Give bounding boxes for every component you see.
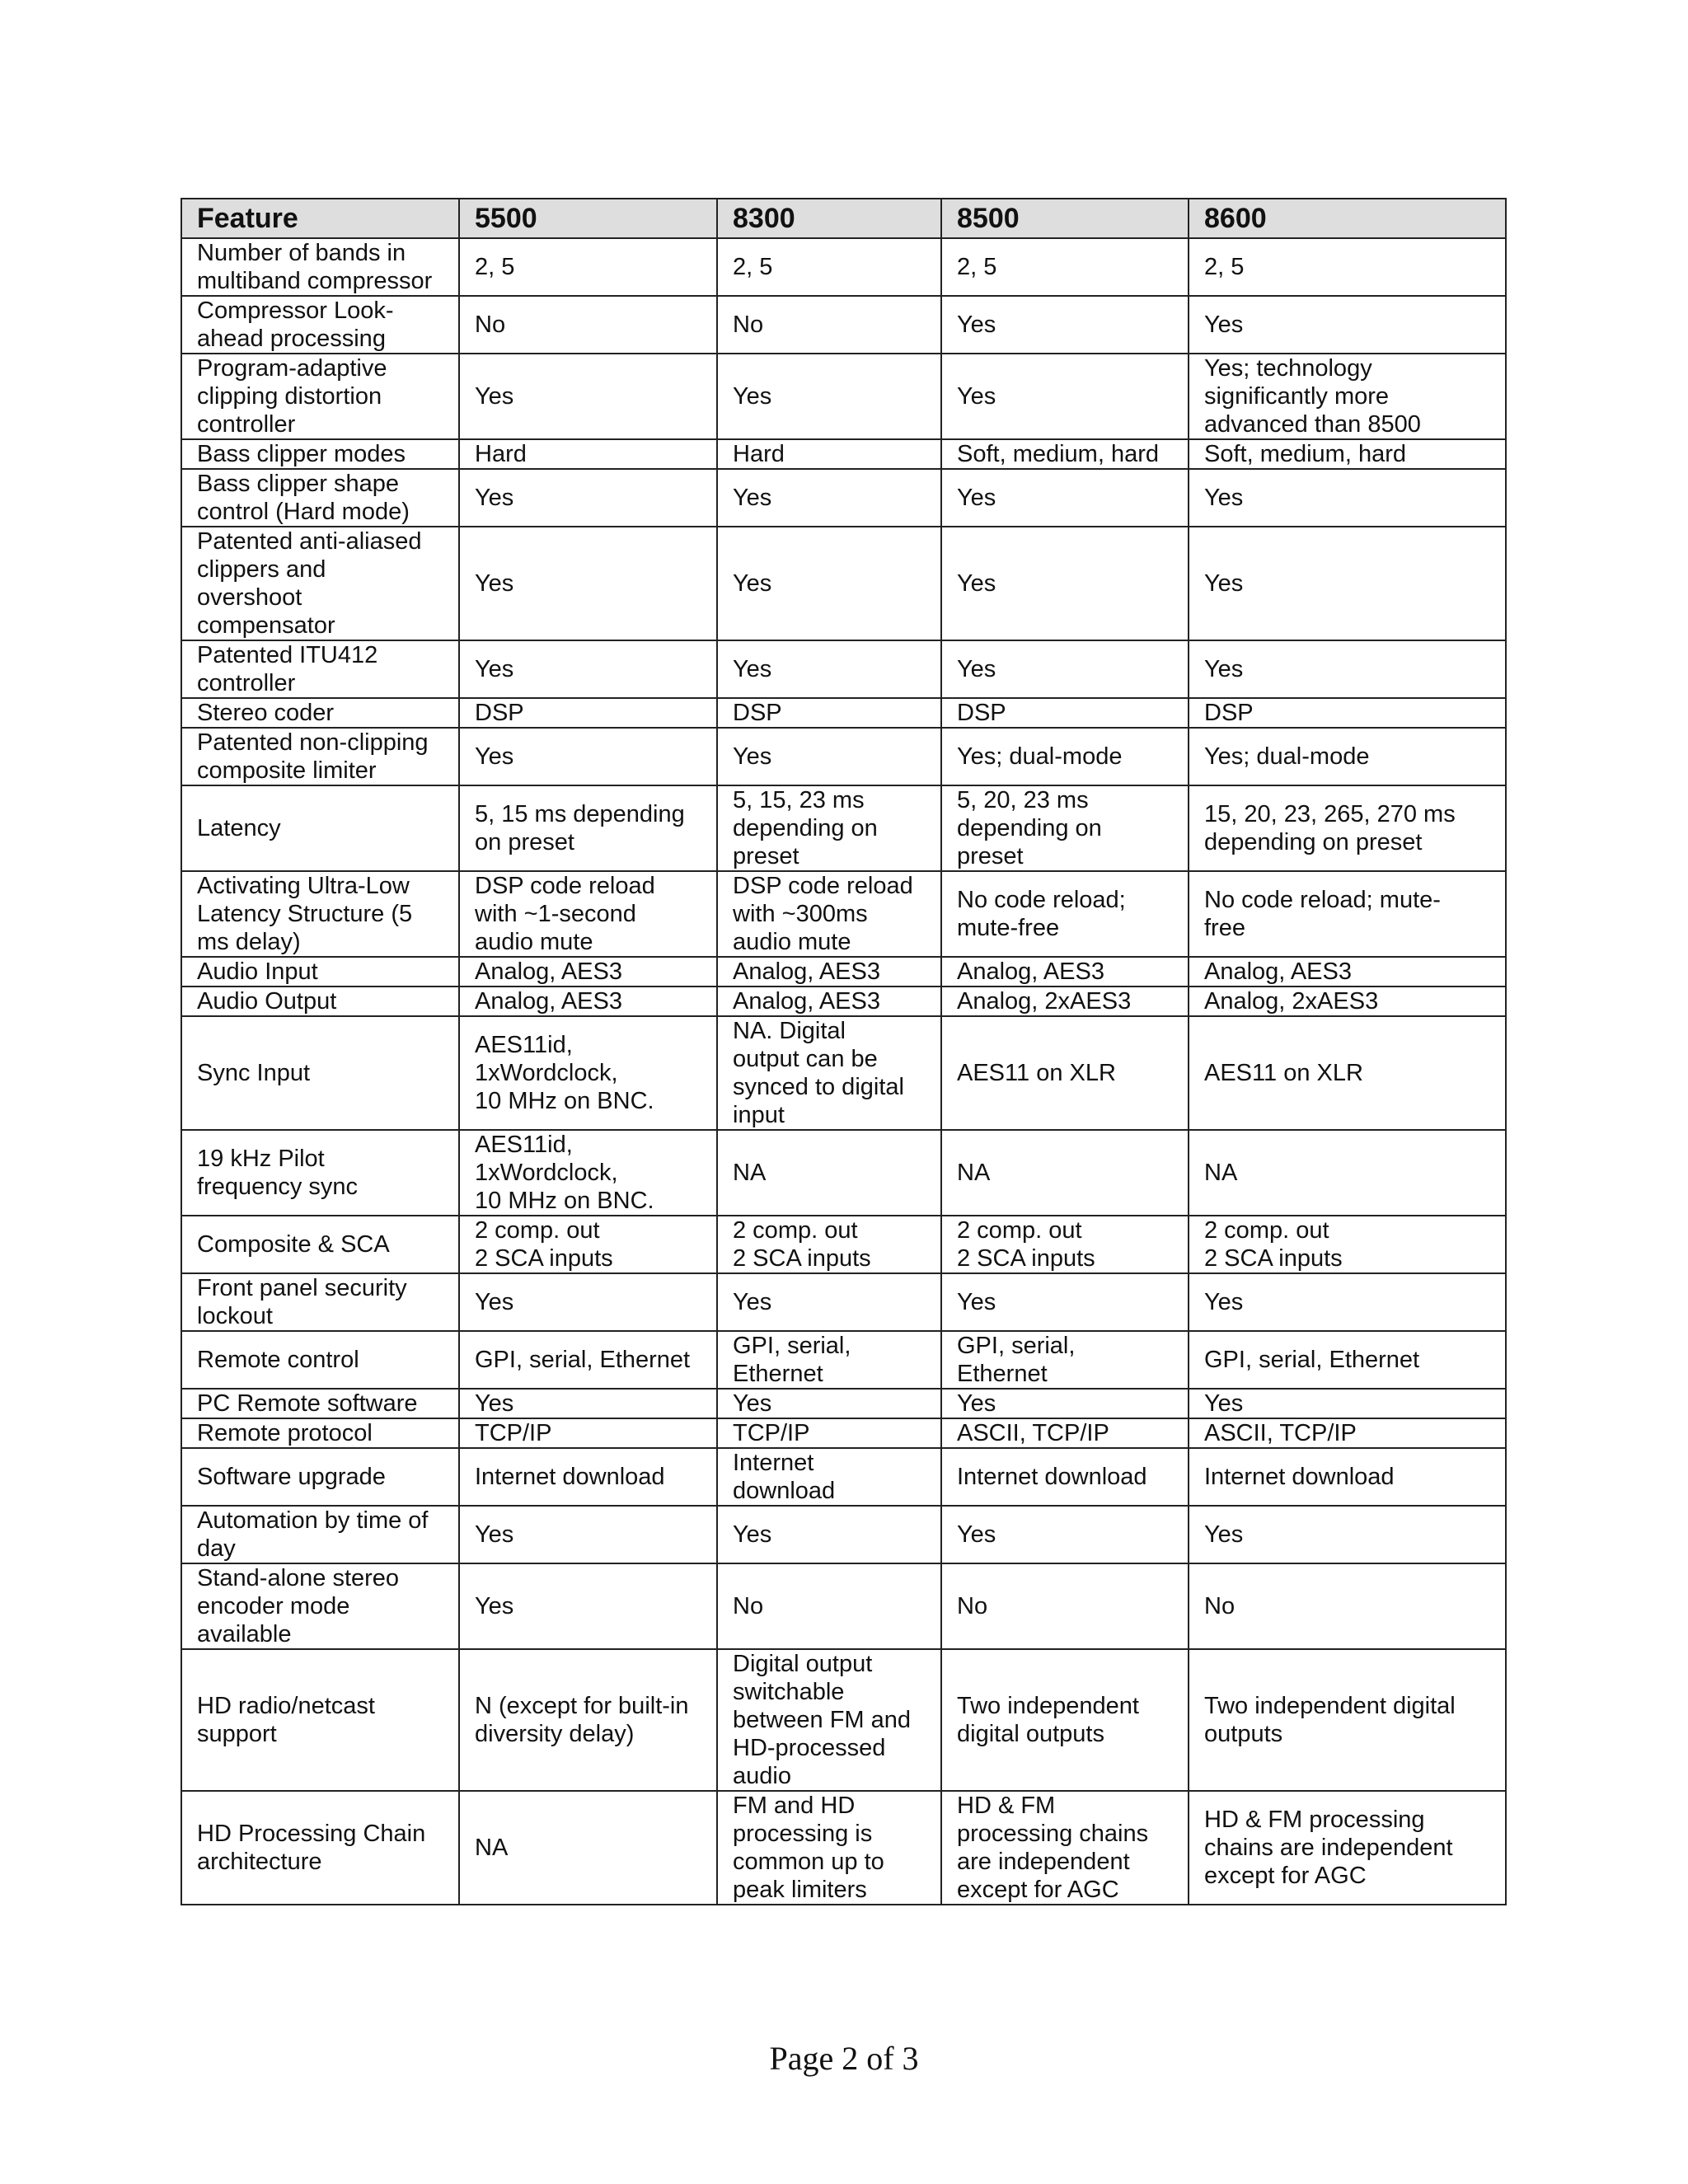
table-row <box>181 1273 1506 1331</box>
cell-5500: 2 comp. out 2 SCA inputs <box>459 1216 717 1273</box>
cell-8500: 2, 5 <box>941 238 1189 296</box>
cell-5500: Yes <box>459 1563 717 1649</box>
cell-8300: DSP <box>717 698 941 728</box>
cell-5500: Analog, AES3 <box>459 987 717 1016</box>
cell-8500: AES11 on XLR <box>941 1016 1189 1130</box>
table-row <box>181 439 1506 469</box>
cell-8300: Analog, AES3 <box>717 987 941 1016</box>
cell-5500: Yes <box>459 1506 717 1563</box>
table-row <box>181 1791 1506 1905</box>
cell-8300: Digital output switchable between FM and HD-processed audio <box>717 1649 941 1791</box>
cell-8300: No <box>717 1563 941 1649</box>
cell-8500: HD & FM processing chains are independent except for AGC <box>941 1791 1189 1905</box>
cell-8600: Yes <box>1189 640 1506 698</box>
cell-5500: DSP <box>459 698 717 728</box>
cell-8600: Internet download <box>1189 1448 1506 1506</box>
cell-8500: Internet download <box>941 1448 1189 1506</box>
cell-8600: HD & FM processing chains are independent except for AGC <box>1189 1791 1506 1905</box>
cell-feature: Patented ITU412 controller <box>181 640 459 698</box>
header-5500: 5500 <box>459 199 717 238</box>
cell-8600: Yes; dual-mode <box>1189 728 1506 785</box>
cell-8300: No <box>717 296 941 354</box>
cell-8500: Analog, AES3 <box>941 957 1189 987</box>
cell-8500: Yes <box>941 354 1189 439</box>
cell-8600: 15, 20, 23, 265, 270 ms depending on preset <box>1189 785 1506 871</box>
cell-8600: Two independent digital outputs <box>1189 1649 1506 1791</box>
cell-8600: Yes <box>1189 1273 1506 1331</box>
cell-5500: No <box>459 296 717 354</box>
cell-8600: Soft, medium, hard <box>1189 439 1506 469</box>
table-row <box>181 1649 1506 1791</box>
cell-5500: N (except for built-in diversity delay) <box>459 1649 717 1791</box>
cell-8300: Internet download <box>717 1448 941 1506</box>
cell-8600: ASCII, TCP/IP <box>1189 1418 1506 1448</box>
cell-8500: Yes <box>941 640 1189 698</box>
cell-8300: Yes <box>717 1273 941 1331</box>
cell-8500: Yes <box>941 527 1189 640</box>
header-8500: 8500 <box>941 199 1189 238</box>
cell-8600: 2 comp. out 2 SCA inputs <box>1189 1216 1506 1273</box>
table-row <box>181 1418 1506 1448</box>
cell-5500: Yes <box>459 469 717 527</box>
table-row <box>181 1563 1506 1649</box>
cell-feature: Patented anti-aliased clippers and overshoot compensator <box>181 527 459 640</box>
cell-8500: Soft, medium, hard <box>941 439 1189 469</box>
table-row <box>181 785 1506 871</box>
cell-feature: Number of bands in multiband compressor <box>181 238 459 296</box>
cell-8600: GPI, serial, Ethernet <box>1189 1331 1506 1389</box>
cell-8500: Yes <box>941 296 1189 354</box>
table-row <box>181 354 1506 439</box>
cell-8500: Two independent digital outputs <box>941 1649 1189 1791</box>
cell-5500: Yes <box>459 527 717 640</box>
cell-8500: 5, 20, 23 ms depending on preset <box>941 785 1189 871</box>
cell-feature: Compressor Look- ahead processing <box>181 296 459 354</box>
cell-feature: Front panel security lockout <box>181 1273 459 1331</box>
cell-5500: 5, 15 ms depending on preset <box>459 785 717 871</box>
cell-feature: Patented non-clipping composite limiter <box>181 728 459 785</box>
cell-8500: Yes <box>941 1389 1189 1418</box>
cell-8300: NA. Digital output can be synced to digital input <box>717 1016 941 1130</box>
table-row <box>181 238 1506 296</box>
cell-feature: PC Remote software <box>181 1389 459 1418</box>
cell-8600: No code reload; mute- free <box>1189 871 1506 957</box>
cell-8500: GPI, serial, Ethernet <box>941 1331 1189 1389</box>
cell-5500: Internet download <box>459 1448 717 1506</box>
cell-8300: Yes <box>717 728 941 785</box>
table-row <box>181 957 1506 987</box>
cell-8300: GPI, serial, Ethernet <box>717 1331 941 1389</box>
cell-8600: No <box>1189 1563 1506 1649</box>
cell-8600: DSP <box>1189 698 1506 728</box>
cell-8500: DSP <box>941 698 1189 728</box>
table-row <box>181 1016 1506 1130</box>
feature-comparison-table <box>181 198 1507 1905</box>
cell-8300: Yes <box>717 527 941 640</box>
cell-8500: NA <box>941 1130 1189 1216</box>
header-8600: 8600 <box>1189 199 1506 238</box>
cell-8500: No code reload; mute-free <box>941 871 1189 957</box>
cell-feature: Sync Input <box>181 1016 459 1130</box>
header-feature: Feature <box>181 199 459 238</box>
cell-8600: Yes; technology significantly more advanced than 8500 <box>1189 354 1506 439</box>
page-number: Page 2 of 3 <box>769 2040 919 2077</box>
cell-8500: Analog, 2xAES3 <box>941 987 1189 1016</box>
cell-8300: Yes <box>717 1389 941 1418</box>
table-row <box>181 698 1506 728</box>
cell-feature: Audio Input <box>181 957 459 987</box>
cell-8300: Yes <box>717 640 941 698</box>
table-row <box>181 296 1506 354</box>
header-8300: 8300 <box>717 199 941 238</box>
table-row <box>181 640 1506 698</box>
cell-5500: Analog, AES3 <box>459 957 717 987</box>
cell-8600: AES11 on XLR <box>1189 1016 1506 1130</box>
cell-8300: FM and HD processing is common up to peak limiters <box>717 1791 941 1905</box>
cell-8300: Yes <box>717 469 941 527</box>
cell-5500: TCP/IP <box>459 1418 717 1448</box>
cell-feature: Stand-alone stereo encoder mode available <box>181 1563 459 1649</box>
cell-5500: Yes <box>459 640 717 698</box>
cell-feature: Automation by time of day <box>181 1506 459 1563</box>
cell-8500: Yes <box>941 469 1189 527</box>
cell-feature: Audio Output <box>181 987 459 1016</box>
cell-5500: Yes <box>459 728 717 785</box>
cell-feature: HD Processing Chain architecture <box>181 1791 459 1905</box>
cell-8300: 2 comp. out 2 SCA inputs <box>717 1216 941 1273</box>
cell-feature: Stereo coder <box>181 698 459 728</box>
cell-8300: 5, 15, 23 ms depending on preset <box>717 785 941 871</box>
cell-feature: Bass clipper modes <box>181 439 459 469</box>
table-row <box>181 1389 1506 1418</box>
table-row <box>181 1216 1506 1273</box>
cell-5500: Yes <box>459 1273 717 1331</box>
table-row <box>181 871 1506 957</box>
cell-5500: DSP code reload with ~1-second audio mute <box>459 871 717 957</box>
cell-feature: 19 kHz Pilot frequency sync <box>181 1130 459 1216</box>
table-row <box>181 1506 1506 1563</box>
cell-8500: Yes <box>941 1506 1189 1563</box>
cell-8500: ASCII, TCP/IP <box>941 1418 1189 1448</box>
cell-8600: Yes <box>1189 469 1506 527</box>
cell-8600: Analog, 2xAES3 <box>1189 987 1506 1016</box>
cell-feature: HD radio/netcast support <box>181 1649 459 1791</box>
cell-5500: Yes <box>459 354 717 439</box>
table-row <box>181 527 1506 640</box>
cell-8300: Hard <box>717 439 941 469</box>
cell-8500: Yes; dual-mode <box>941 728 1189 785</box>
cell-feature: Program-adaptive clipping distortion controller <box>181 354 459 439</box>
cell-8300: NA <box>717 1130 941 1216</box>
header-row <box>181 199 1506 238</box>
cell-8600: Analog, AES3 <box>1189 957 1506 987</box>
table-row <box>181 469 1506 527</box>
cell-5500: AES11id, 1xWordclock, 10 MHz on BNC. <box>459 1130 717 1216</box>
table-row <box>181 1130 1506 1216</box>
cell-5500: AES11id, 1xWordclock, 10 MHz on BNC. <box>459 1016 717 1130</box>
cell-8300: Analog, AES3 <box>717 957 941 987</box>
cell-8600: Yes <box>1189 296 1506 354</box>
table-body <box>181 238 1506 1905</box>
cell-5500: Hard <box>459 439 717 469</box>
cell-8500: 2 comp. out 2 SCA inputs <box>941 1216 1189 1273</box>
cell-8600: NA <box>1189 1130 1506 1216</box>
cell-8300: TCP/IP <box>717 1418 941 1448</box>
cell-8300: DSP code reload with ~300ms audio mute <box>717 871 941 957</box>
cell-feature: Software upgrade <box>181 1448 459 1506</box>
cell-8300: Yes <box>717 1506 941 1563</box>
cell-feature: Remote protocol <box>181 1418 459 1448</box>
cell-5500: Yes <box>459 1389 717 1418</box>
cell-8500: Yes <box>941 1273 1189 1331</box>
cell-feature: Remote control <box>181 1331 459 1389</box>
table-row <box>181 1448 1506 1506</box>
cell-5500: GPI, serial, Ethernet <box>459 1331 717 1389</box>
table-row <box>181 728 1506 785</box>
cell-feature: Composite & SCA <box>181 1216 459 1273</box>
cell-feature: Activating Ultra-Low Latency Structure (5 ms delay) <box>181 871 459 957</box>
table-header <box>181 199 1506 238</box>
cell-feature: Bass clipper shape control (Hard mode) <box>181 469 459 527</box>
cell-8300: Yes <box>717 354 941 439</box>
table-row <box>181 987 1506 1016</box>
cell-feature: Latency <box>181 785 459 871</box>
table-row <box>181 1331 1506 1389</box>
cell-8500: No <box>941 1563 1189 1649</box>
cell-8600: Yes <box>1189 527 1506 640</box>
cell-8600: 2, 5 <box>1189 238 1506 296</box>
cell-5500: 2, 5 <box>459 238 717 296</box>
cell-8600: Yes <box>1189 1389 1506 1418</box>
cell-8600: Yes <box>1189 1506 1506 1563</box>
cell-5500: NA <box>459 1791 717 1905</box>
cell-8300: 2, 5 <box>717 238 941 296</box>
